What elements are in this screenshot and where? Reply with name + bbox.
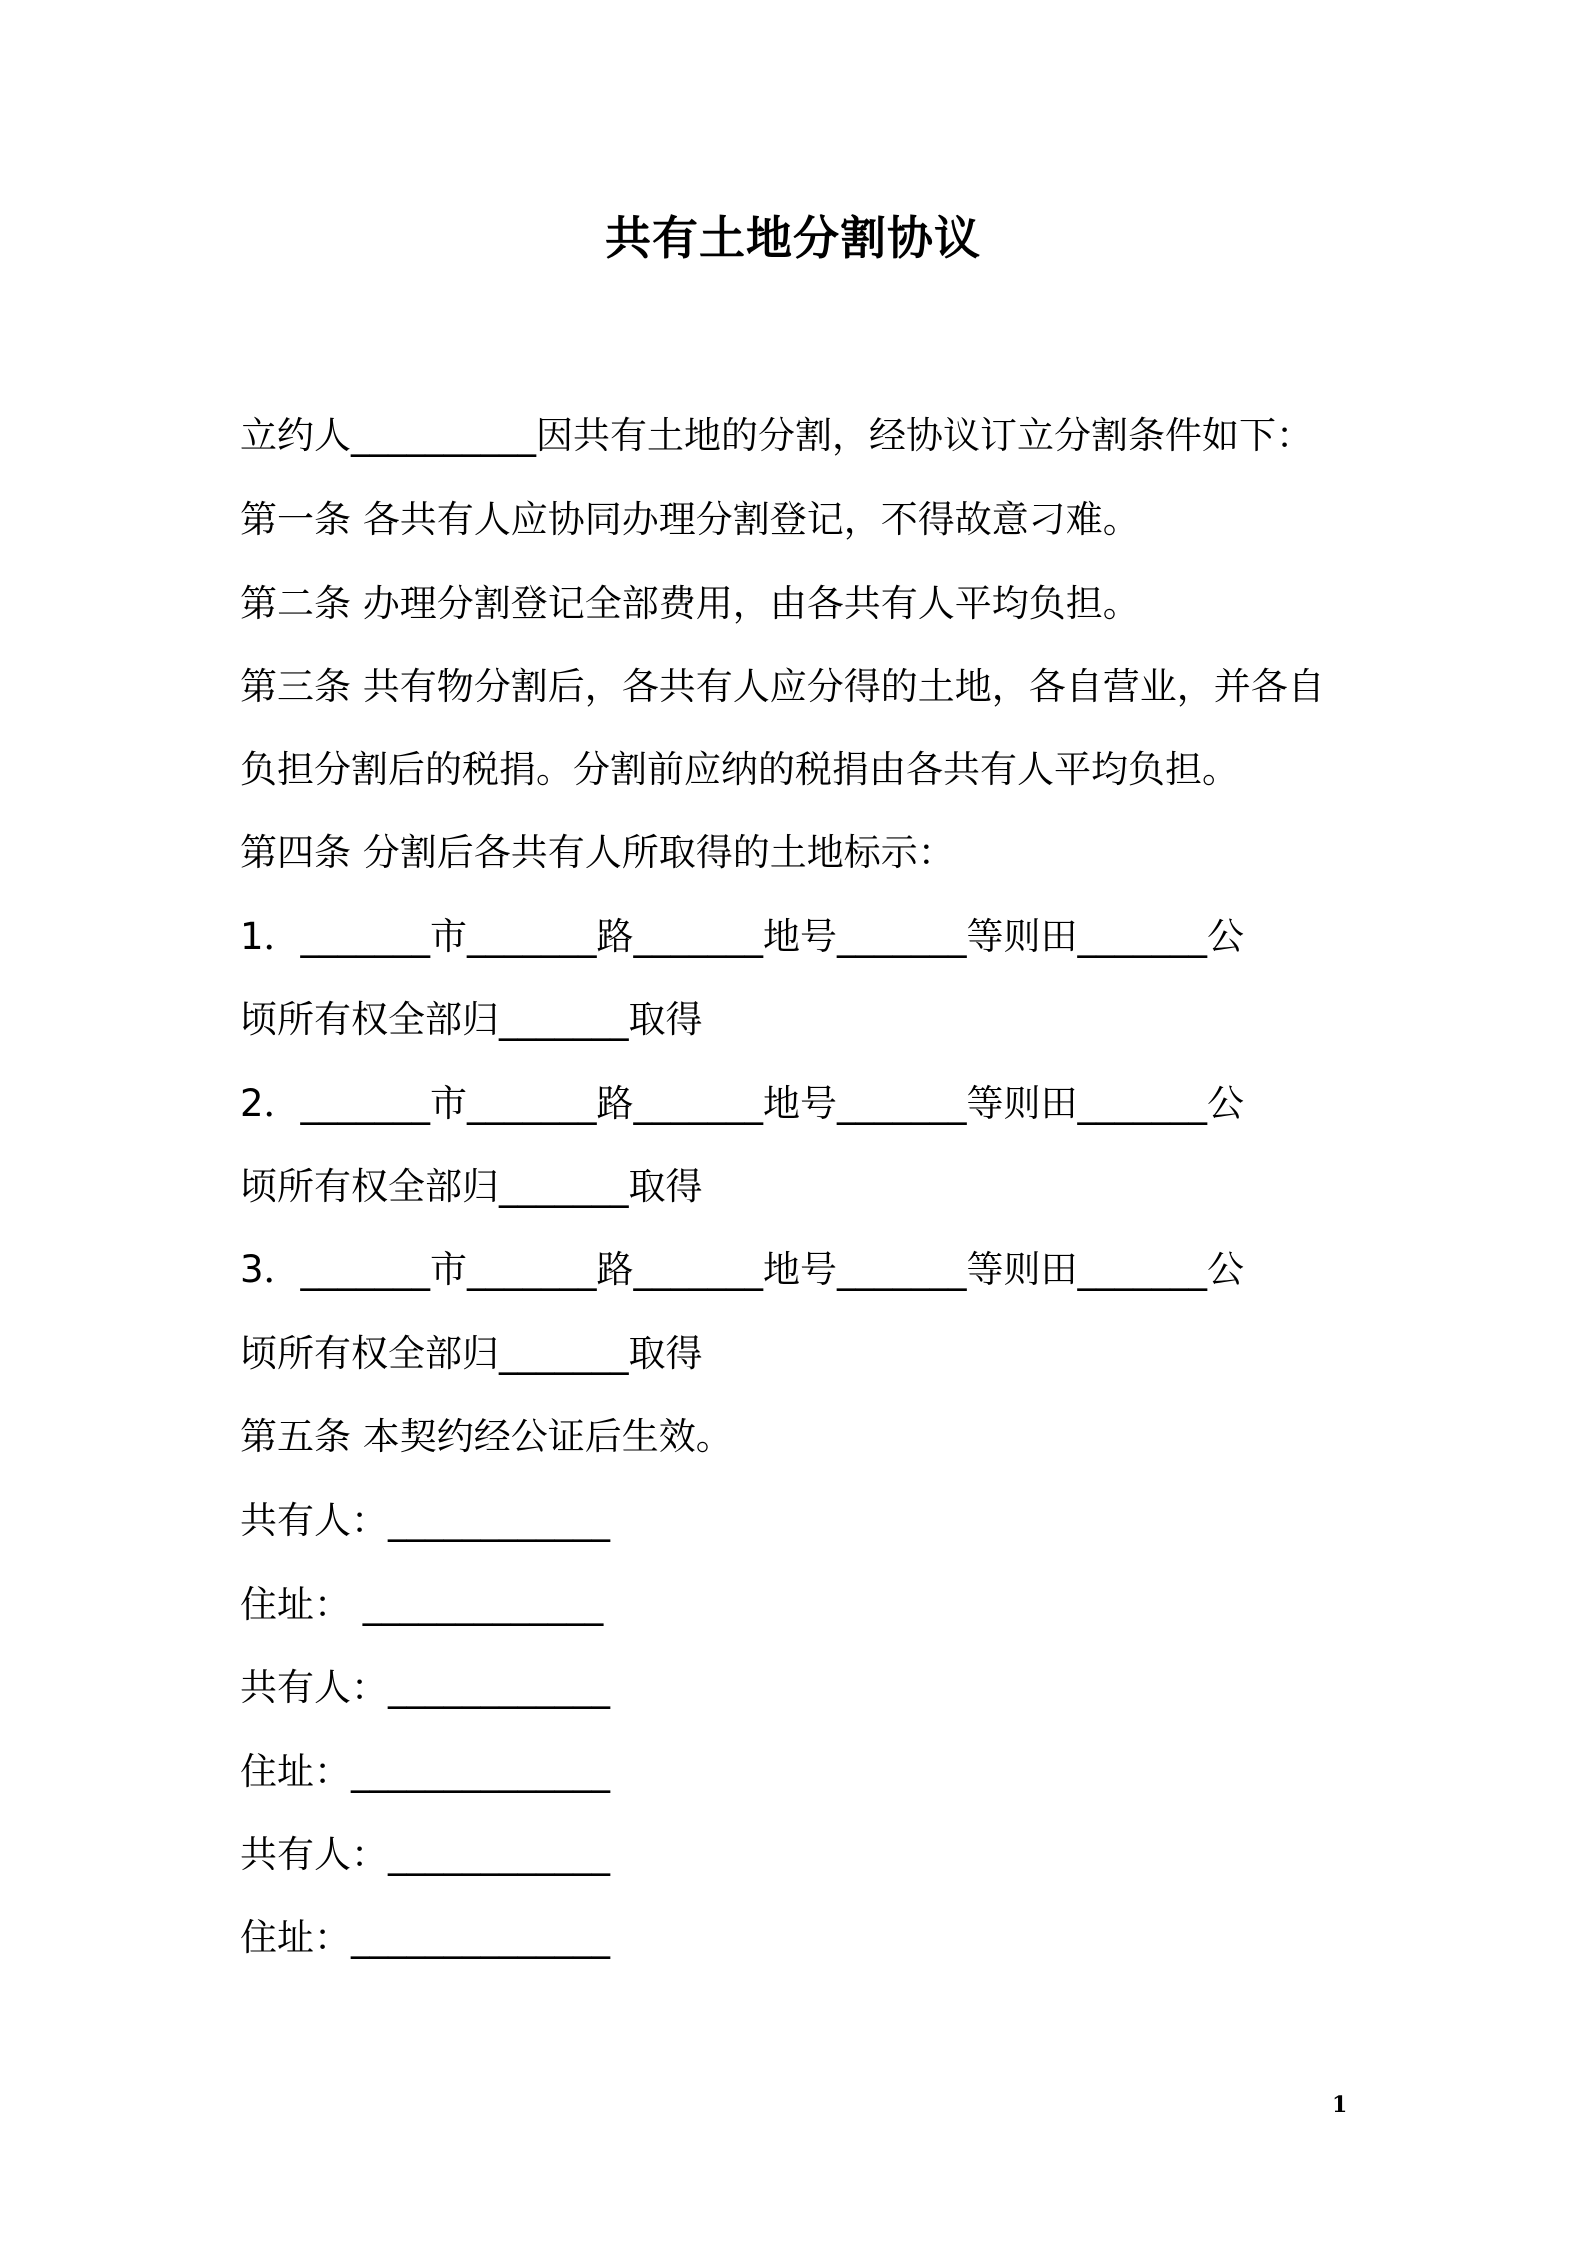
address-3-line: 住址：______________ xyxy=(240,1916,610,1959)
address-2-line: 住址：______________ xyxy=(240,1750,610,1793)
page-number: 1 xyxy=(1332,2092,1348,2118)
co-owner-2-line: 共有人：____________ xyxy=(240,1666,610,1709)
intro-line: 立约人__________因共有土地的分割，经协议订立分割条件如下： xyxy=(240,414,1313,457)
land-item-3-line-2: 顷所有权全部归_______取得 xyxy=(240,1332,703,1375)
article-3-line-1: 第三条 共有物分割后，各共有人应分得的土地，各自营业，并各自 xyxy=(240,665,1325,708)
article-4: 第四条 分割后各共有人所取得的土地标示： xyxy=(240,831,955,874)
document-title: 共有土地分割协议 xyxy=(605,211,981,265)
land-item-1-line-2: 顷所有权全部归_______取得 xyxy=(240,998,703,1041)
land-item-1-line-1: 1．_______市_______路_______地号_______等则田_______公 xyxy=(240,915,1245,958)
land-item-3-line-1: 3．_______市_______路_______地号_______等则田_______公 xyxy=(240,1248,1245,1291)
article-1: 第一条 各共有人应协同办理分割登记，不得故意刁难。 xyxy=(240,498,1140,541)
address-1-line: 住址： _____________ xyxy=(240,1583,604,1626)
land-item-2-line-1: 2．_______市_______路_______地号_______等则田_______公 xyxy=(240,1082,1245,1125)
article-5: 第五条 本契约经公证后生效。 xyxy=(240,1415,733,1458)
co-owner-3-line: 共有人：____________ xyxy=(240,1833,610,1876)
land-item-2-line-2: 顷所有权全部归_______取得 xyxy=(240,1165,703,1208)
article-2: 第二条 办理分割登记全部费用，由各共有人平均负担。 xyxy=(240,582,1140,625)
article-3-line-2: 负担分割后的税捐。分割前应纳的税捐由各共有人平均负担。 xyxy=(240,748,1239,791)
co-owner-1-line: 共有人：____________ xyxy=(240,1499,610,1542)
